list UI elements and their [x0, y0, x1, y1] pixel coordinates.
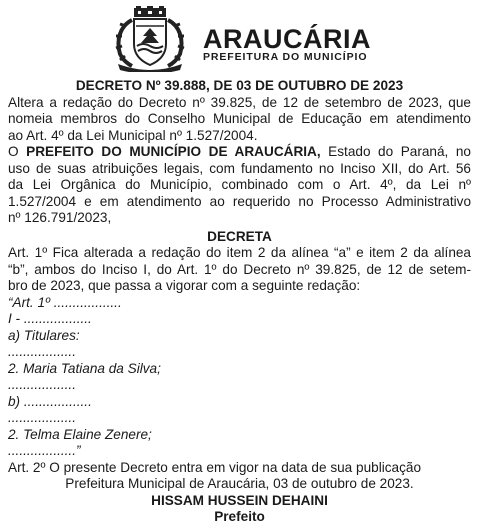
quoted-line: 2. Telma Elaine Zenere;	[8, 426, 152, 442]
preamble-line: 1.527/2004 e em atendimento ao requerido no Processo Administrativo	[8, 193, 471, 209]
quoted-line: “Art. 1º ..................	[8, 294, 122, 310]
article-1-line: bro de 2023, que passa a vigorar com a seguinte redação:	[8, 278, 361, 293]
quoted-line: I - ..................	[8, 311, 92, 326]
preamble-line: da Lei Orgânica do Município, combinado com o Art. 4º, da Lei nº	[8, 177, 471, 192]
quoted-line: ..................	[8, 410, 76, 425]
signatory-role: Prefeito	[214, 509, 265, 524]
place-date: Prefeitura Municipal de Araucária, 03 de outubro de 2023.	[65, 476, 414, 491]
quoted-line: a) Titulares:	[8, 327, 80, 343]
quoted-line: ..................	[8, 377, 76, 392]
document-header	[0, 0, 479, 74]
quoted-line: ..................	[8, 344, 76, 359]
preamble-text: Estado do Paraná, no	[320, 144, 471, 159]
decreta-heading: DECRETA	[207, 228, 272, 244]
preamble-line: uso de suas atribuições legais, com fundamento no Inciso XII, do Art. 56	[8, 160, 471, 176]
summary-line: nomeia membros do Conselho Municipal de Educação em atendimento	[8, 111, 471, 126]
preamble-line	[8, 144, 471, 161]
article-2-line: Art. 2º O presente Decreto entra em vigor na data de sua publicação	[8, 459, 422, 475]
quoted-line: 2. Maria Tatiana da Silva;	[8, 360, 161, 376]
quoted-line: ..................”	[8, 443, 81, 458]
decree-body	[8, 78, 471, 526]
brand-subtitle: PREFEITURA DO MUNICÍPIO	[203, 51, 368, 63]
decree-title: DECRETO Nº 39.888, DE 03 DE OUTUBRO DE 2023	[75, 78, 404, 93]
coat-of-arms-icon	[110, 6, 190, 72]
preamble-text: O	[8, 144, 27, 159]
mayor-heading: PREFEITO DO MUNICÍPIO DE ARAUCÁRIA,	[26, 144, 321, 159]
article-1-line: Art. 1º Fica alterada a redação do item 2 da alínea “a” e item 2 da alínea	[8, 245, 471, 260]
signatory-name: HISSAM HUSSEIN DEHAINI	[151, 492, 328, 508]
article-1-line: “b”, ambos do Inciso I, do Art. 1º do Decreto nº 39.825, de 12 de setem-	[8, 261, 471, 277]
preamble-line: nº 126.791/2023,	[8, 210, 112, 225]
quoted-line: b) ..................	[8, 393, 92, 409]
summary-line: ao Art. 4º da Lei Municipal nº 1.527/2004.	[8, 127, 258, 143]
brand-name: ARAUCÁRIA	[203, 24, 371, 54]
summary-line: Altera a redação do Decreto nº 39.825, de 12 de setembro de 2023, que	[8, 94, 471, 110]
